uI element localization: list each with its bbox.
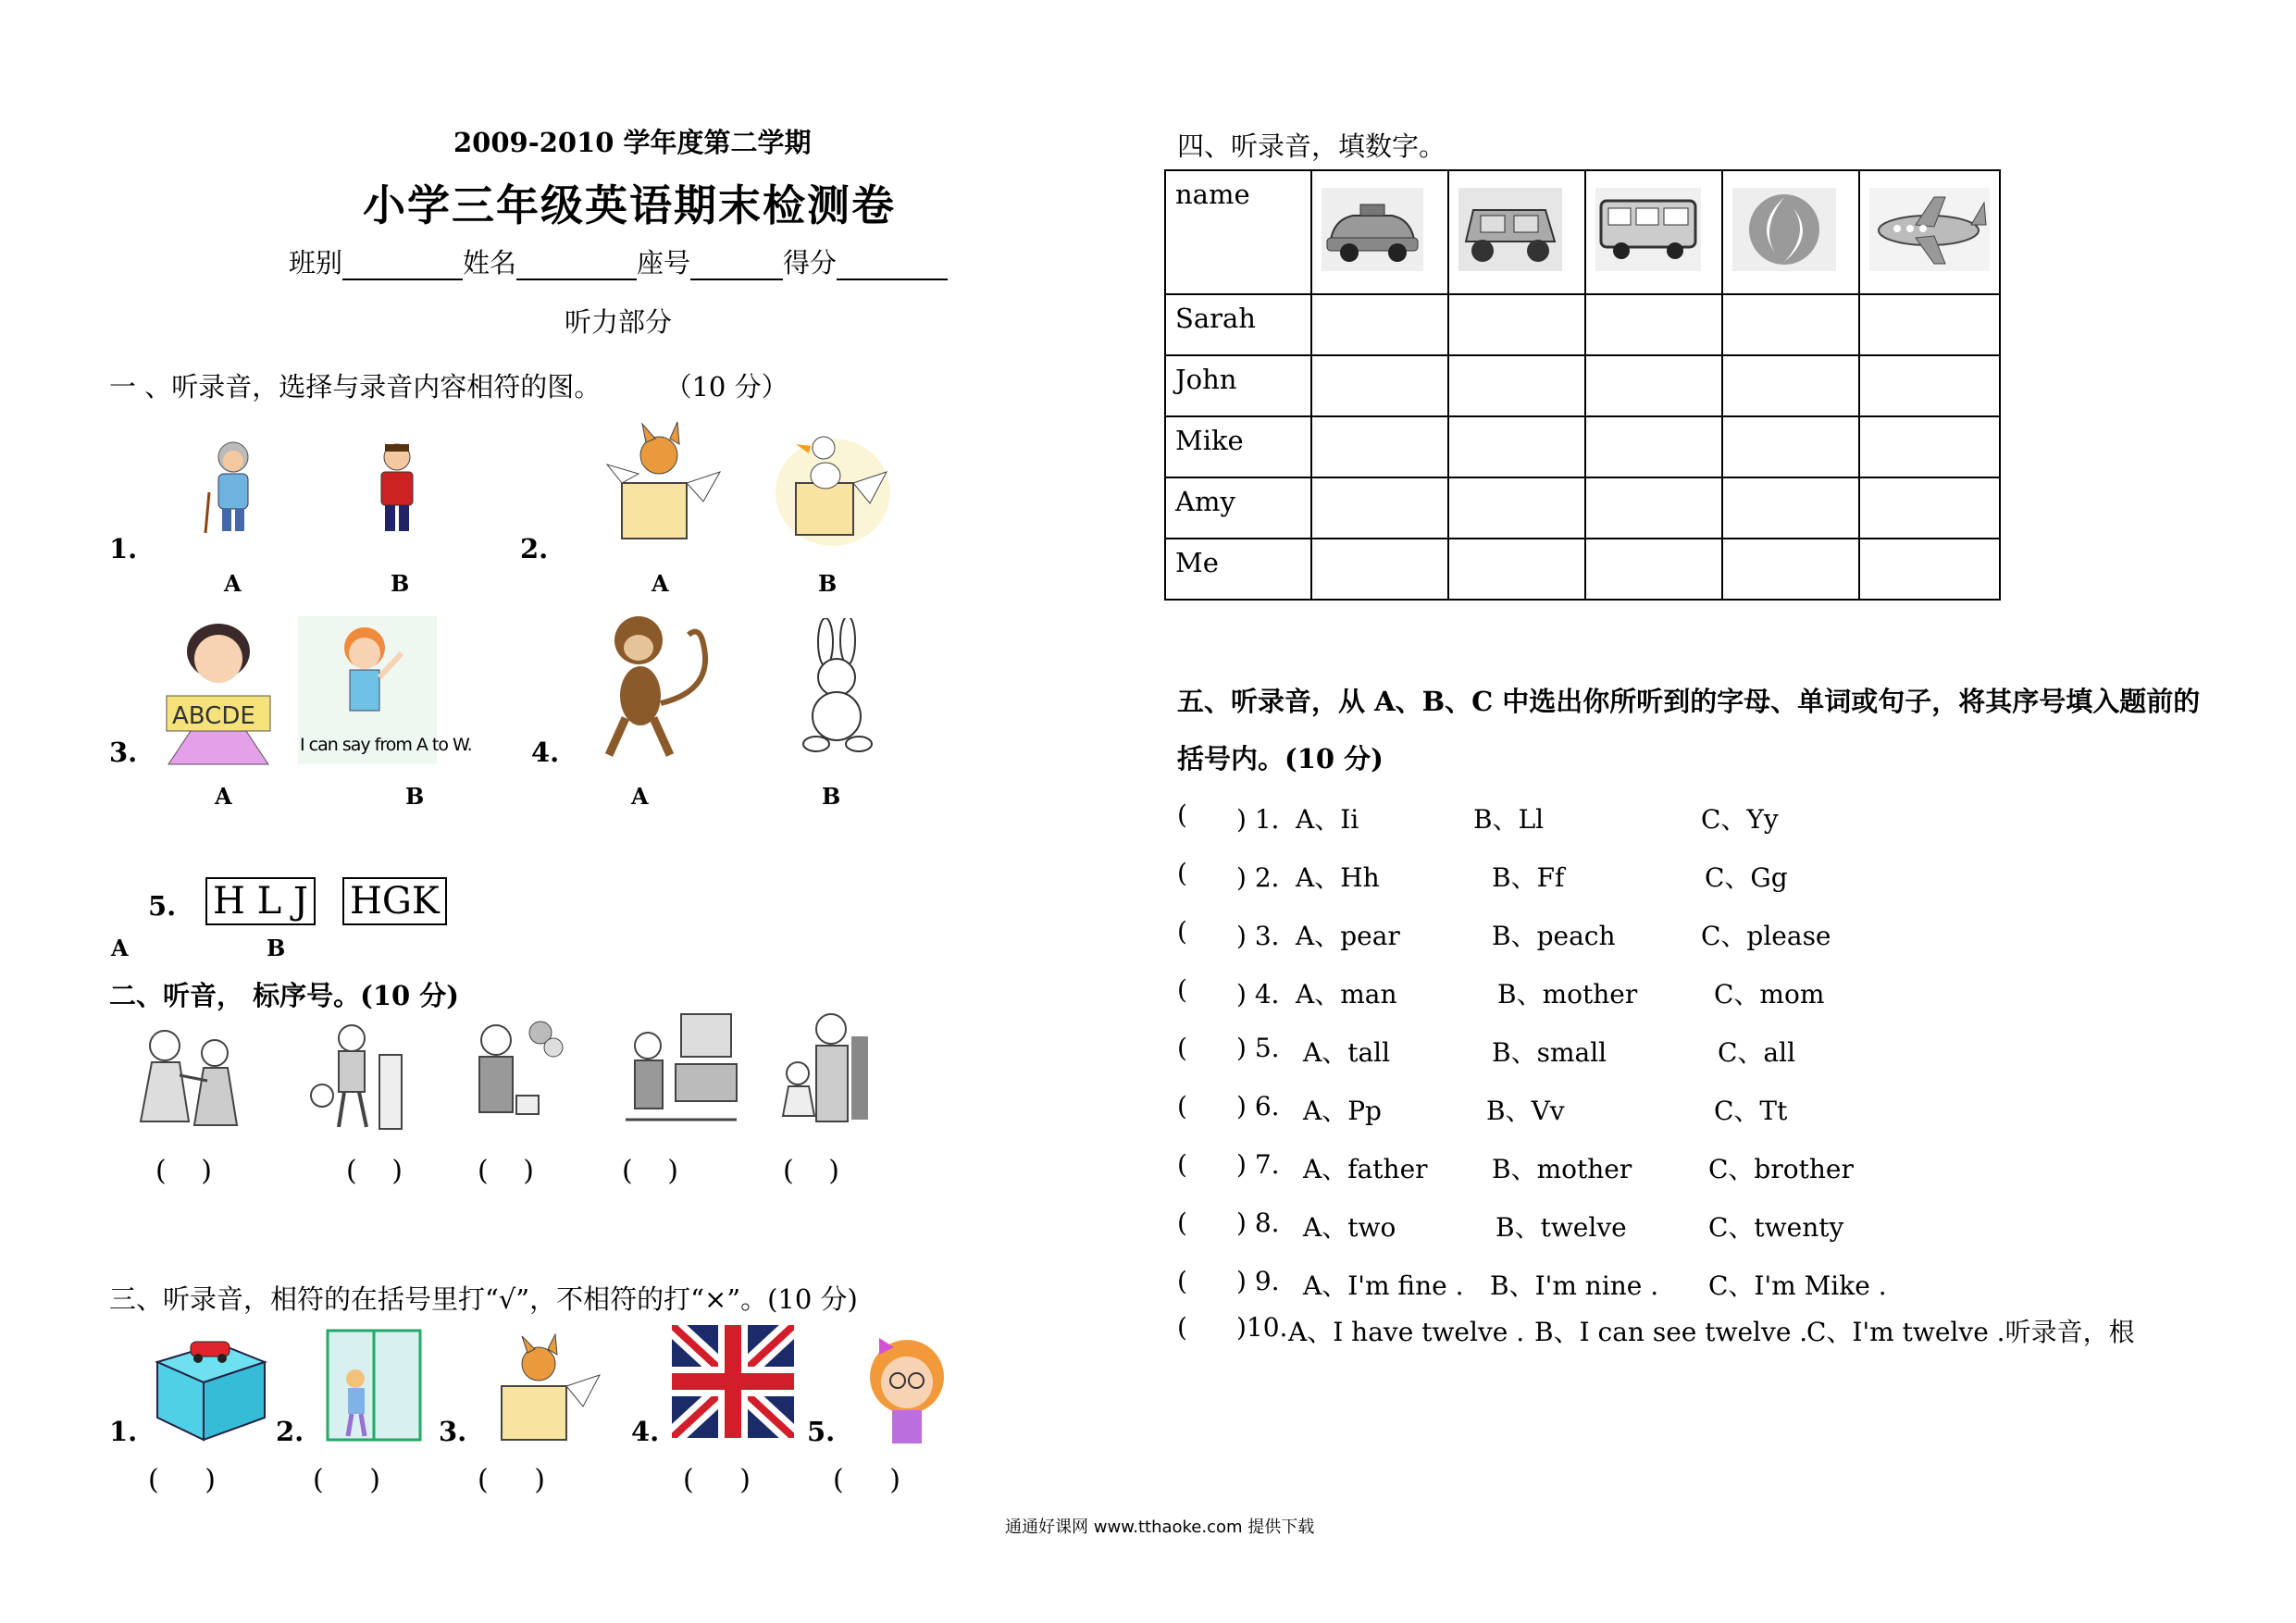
question-number: ) 8. (1236, 1208, 1280, 1238)
question-number: ) 3． (1236, 921, 1297, 951)
answer-cell[interactable] (1722, 416, 1859, 477)
girl-say-letters-picture (298, 616, 472, 764)
question-number: ) 7. (1236, 1149, 1280, 1180)
s1-q2-label-a: A (652, 570, 669, 597)
s2-answer-paren-2[interactable]: ( ) (346, 1155, 403, 1187)
taxi-icon (1322, 188, 1423, 271)
s3-q4-number: 4. (631, 1416, 660, 1447)
option-a: A、Pp (1303, 1096, 1382, 1126)
picture-caption: I can say from A to W. (300, 735, 472, 755)
answer-cell[interactable] (1585, 416, 1722, 477)
car-on-box-picture (148, 1325, 270, 1443)
s1-q4-label-b: B (822, 783, 841, 810)
answer-paren[interactable]: ( (1177, 799, 1187, 830)
girl-at-door-picture (324, 1329, 426, 1442)
answer-paren[interactable]: ( (1177, 974, 1187, 1005)
answer-cell[interactable] (1448, 294, 1585, 355)
class-blank[interactable] (342, 253, 463, 280)
s2-scene-1-picture (128, 1020, 254, 1134)
s3-answer-paren-2[interactable]: ( ) (313, 1464, 380, 1496)
option-c: C、I'm twelve .听录音，根 (1806, 1317, 2135, 1347)
option-b: B、Ll (1473, 804, 1545, 835)
section1-heading (109, 366, 788, 404)
page-title: 小学三年级英语期末检测卷 (363, 180, 896, 230)
option-a: A、father (1303, 1154, 1428, 1184)
option-b: B、peach (1492, 921, 1616, 951)
answer-paren[interactable]: ( (1177, 1312, 1187, 1343)
option-b: B、small (1492, 1037, 1607, 1068)
s2-answer-paren-1[interactable]: ( ) (155, 1155, 212, 1187)
footer-credit: 通通好课网 www.tthaoke.com 提供下载 (1005, 1518, 1315, 1537)
girl-with-abcde-card-picture (159, 614, 278, 766)
option-b: B、Vv (1486, 1096, 1565, 1126)
option-c: C、please (1701, 921, 1831, 951)
option-a: A、I have twelve . (1288, 1317, 1525, 1347)
table-header-plane (1859, 170, 2000, 294)
table-header-ship (1722, 170, 1859, 294)
duck-in-box-picture (768, 418, 898, 548)
answer-cell[interactable] (1859, 355, 2000, 416)
option-a: A、Hh (1296, 862, 1380, 893)
answer-cell[interactable] (1585, 477, 1722, 539)
row-label-amy: Amy (1165, 477, 1311, 539)
ship-icon (1732, 188, 1836, 271)
s1-q1-number: 1. (109, 533, 138, 564)
answer-cell[interactable] (1448, 477, 1585, 539)
answer-cell[interactable] (1859, 294, 2000, 355)
s3-q1-number: 1. (109, 1416, 138, 1447)
s1-q5-option-b: HGK (342, 877, 447, 925)
s3-q5-number: 5. (807, 1416, 836, 1447)
table-header-bus (1585, 170, 1722, 294)
option-b: B、I'm nine . (1490, 1270, 1659, 1301)
s1-q1-label-b: B (391, 570, 410, 597)
section1-score: （10 分） (664, 371, 788, 403)
option-b: B、mother (1497, 979, 1638, 1010)
row-label-john: John (1165, 355, 1311, 416)
section1-heading-text: 一 、听录音，选择与录音内容相符的图。 (109, 371, 602, 403)
s1-q5-label-a: A (111, 935, 129, 961)
s2-scene-3-picture (463, 1016, 565, 1134)
row-label-me: Me (1165, 539, 1311, 600)
option-c: C、twenty (1708, 1212, 1844, 1243)
s3-answer-paren-5[interactable]: ( ) (833, 1464, 900, 1496)
s3-q2-number: 2. (276, 1416, 304, 1447)
section5-heading-line2: 括号内。(10 分) (1177, 743, 1384, 774)
uk-flag-picture (672, 1325, 794, 1438)
question-number: ) 2． (1236, 862, 1297, 893)
option-c: C、Yy (1701, 804, 1779, 835)
option-c: C、I'm Mike . (1708, 1270, 1887, 1301)
answer-cell[interactable] (1311, 294, 1448, 355)
s2-answer-paren-3[interactable]: ( ) (478, 1155, 534, 1187)
answer-cell[interactable] (1585, 539, 1722, 600)
answer-cell[interactable] (1859, 416, 2000, 477)
bus-icon (1595, 188, 1701, 271)
girl-with-glasses-picture (851, 1327, 962, 1445)
s3-answer-paren-4[interactable]: ( ) (683, 1464, 751, 1496)
option-c: C、Tt (1714, 1096, 1788, 1126)
option-b: B、I can see twelve . (1534, 1317, 1808, 1347)
option-a: A、pear (1296, 921, 1400, 951)
student-info-line (289, 242, 948, 280)
question-number: ) 9. (1236, 1266, 1280, 1296)
s1-q2-number: 2. (520, 533, 549, 564)
section3-heading: 三、听录音，相符的在括号里打“√”，不相符的打“×”。(10 分) (109, 1283, 858, 1315)
s1-q3-label-b: B (405, 783, 425, 810)
name-blank[interactable] (516, 253, 637, 280)
fox-in-box-picture (602, 418, 731, 548)
info-label-seat: 座号 (637, 247, 691, 279)
option-c: C、Gg (1705, 862, 1788, 893)
answer-paren[interactable]: ( (1177, 858, 1187, 888)
s2-scene-2-picture (302, 1018, 418, 1134)
table-header-car (1448, 170, 1585, 294)
info-label-name: 姓名 (463, 247, 517, 279)
s1-q3-number: 3. (109, 737, 138, 768)
score-blank[interactable] (837, 253, 948, 280)
answer-paren[interactable]: ( (1177, 1266, 1187, 1296)
s1-q2-label-b: B (818, 570, 838, 597)
table-header-name: name (1165, 170, 1311, 294)
option-c: C、brother (1708, 1154, 1854, 1184)
svg-text:ABCDE: ABCDE (172, 702, 255, 730)
monkey-picture (585, 607, 733, 761)
s1-q4-label-a: A (631, 783, 649, 810)
plane-icon (1869, 188, 1990, 271)
year-line: 2009-2010 学年度第二学期 (453, 127, 812, 158)
s1-q4-number: 4. (531, 737, 560, 768)
answer-paren[interactable]: ( (1177, 1149, 1187, 1180)
option-b: B、Ff (1492, 862, 1565, 893)
answer-cell[interactable] (1859, 539, 2000, 600)
s1-q5-option-a: H L J (205, 877, 316, 925)
s2-answer-paren-5[interactable]: ( ) (783, 1155, 839, 1187)
answer-cell[interactable] (1448, 539, 1585, 600)
s2-answer-paren-4[interactable]: ( ) (622, 1155, 678, 1187)
s1-q1-label-a: A (224, 570, 242, 597)
answer-cell[interactable] (1859, 477, 2000, 539)
option-a: A、two (1303, 1212, 1396, 1243)
option-c: C、mom (1714, 979, 1825, 1010)
info-label-class: 班别 (289, 247, 343, 279)
question-number: ) 1． (1236, 804, 1297, 835)
answer-paren[interactable]: ( (1177, 1033, 1187, 1063)
answer-paren[interactable]: ( (1177, 916, 1187, 947)
s3-answer-paren-1[interactable]: ( ) (148, 1464, 216, 1496)
option-c: C、all (1718, 1037, 1796, 1068)
rabbit-picture (788, 618, 890, 757)
grandma-picture (196, 437, 270, 539)
s3-answer-paren-3[interactable]: ( ) (478, 1464, 545, 1496)
s2-scene-4-picture (616, 1009, 744, 1134)
section5-heading-line1: 五、听录音，从 A、B、C 中选出你所听到的字母、单词或句子，将其序号填入题前的 (1177, 686, 2201, 717)
question-number: ) 6. (1236, 1091, 1280, 1121)
option-a: A、I'm fine . (1303, 1270, 1464, 1301)
answer-cell[interactable] (1448, 355, 1585, 416)
grandpa-picture (365, 437, 429, 539)
vehicle-number-table (1164, 169, 2001, 601)
row-label-sarah: Sarah (1165, 294, 1311, 355)
answer-cell[interactable] (1311, 355, 1448, 416)
info-label-score: 得分 (783, 247, 838, 279)
option-b: B、mother (1492, 1154, 1632, 1184)
answer-paren[interactable]: ( (1177, 1208, 1187, 1238)
answer-cell[interactable] (1722, 294, 1859, 355)
s3-q3-number: 3. (439, 1416, 467, 1447)
s1-q5-number: 5. (148, 890, 177, 922)
s1-q3-label-a: A (215, 783, 232, 810)
question-number: )10. (1236, 1312, 1288, 1343)
option-a: A、man (1296, 979, 1397, 1010)
answer-cell[interactable] (1585, 355, 1722, 416)
answer-cell[interactable] (1311, 416, 1448, 477)
answer-paren[interactable]: ( (1177, 1091, 1187, 1121)
s1-q5-label-b: B (267, 935, 286, 961)
answer-cell[interactable] (1585, 294, 1722, 355)
row-label-mike: Mike (1165, 416, 1311, 477)
answer-cell[interactable] (1311, 539, 1448, 600)
option-b: B、twelve (1496, 1212, 1627, 1243)
question-number: ) 5. (1236, 1033, 1280, 1063)
answer-cell[interactable] (1448, 416, 1585, 477)
answer-cell[interactable] (1311, 477, 1448, 539)
question-number: ) 4． (1236, 979, 1297, 1010)
table-header-taxi (1311, 170, 1448, 294)
option-a: A、tall (1303, 1037, 1391, 1068)
seat-blank[interactable] (690, 253, 783, 280)
section4-heading: 四、听录音，填数字。 (1177, 130, 1446, 162)
listening-part-heading: 听力部分 (565, 306, 673, 338)
fox-in-box-picture-2 (481, 1332, 611, 1443)
s2-scene-5-picture (774, 1009, 872, 1127)
answer-cell[interactable] (1722, 355, 1859, 416)
car-icon (1458, 188, 1562, 271)
section2-heading: 二、听音， 标序号。(10 分) (109, 980, 459, 1011)
option-a: A、Ii (1296, 804, 1359, 835)
answer-cell[interactable] (1722, 539, 1859, 600)
answer-cell[interactable] (1722, 477, 1859, 539)
